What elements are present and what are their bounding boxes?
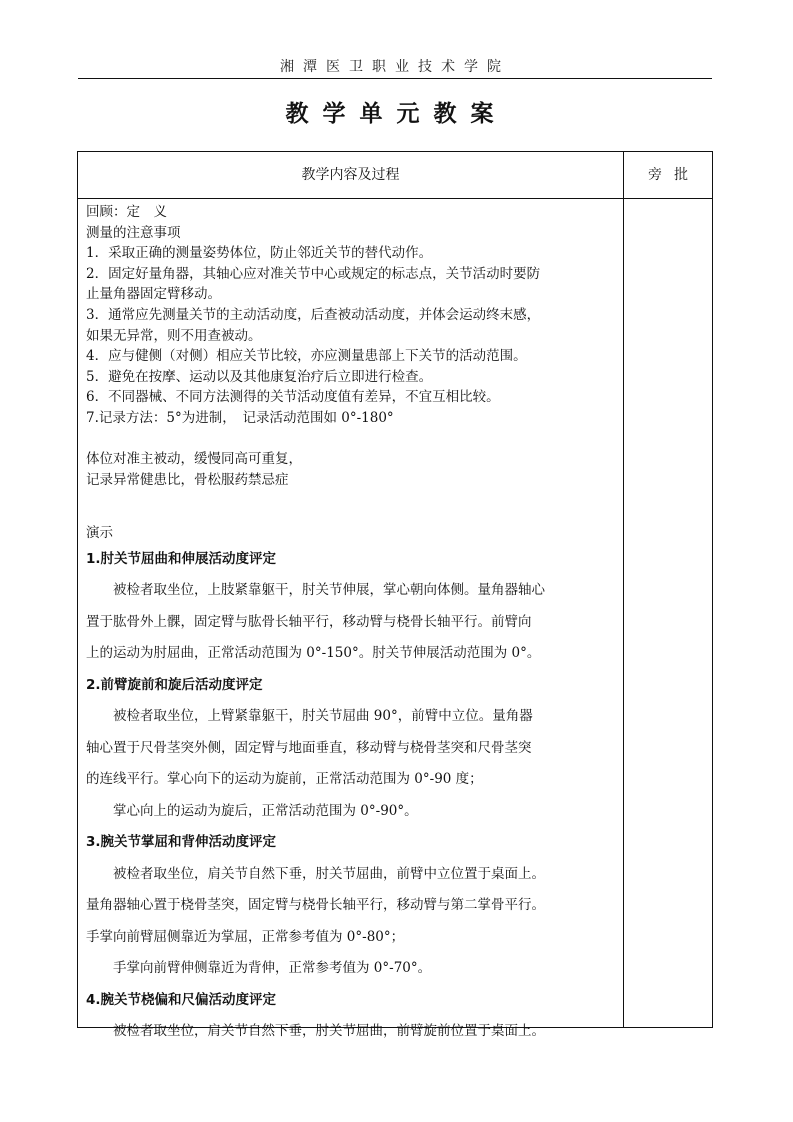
section-paragraph-line: 被检者取坐位，上臂紧靠躯干，肘关节屈曲 90°，前臂中立位。量角器 bbox=[113, 708, 533, 724]
review-line: 回顾：定 义 bbox=[86, 204, 167, 220]
section-paragraph-line: 的连线平行。掌心向下的运动为旋前，正常活动范围为 0°-90 度； bbox=[86, 771, 483, 787]
section-paragraph-line: 轴心置于尺骨茎突外侧，固定臂与地面垂直，移动臂与桡骨茎突和尺骨茎突 bbox=[86, 739, 532, 756]
annotation-column-header: 旁批 bbox=[648, 167, 700, 183]
column-divider bbox=[623, 152, 624, 1027]
section-paragraph-line: 上的运动为肘屈曲，正常活动范围为 0°-150°。肘关节伸展活动范围为 0°。 bbox=[86, 645, 541, 661]
demo-sections bbox=[86, 544, 618, 1048]
section-paragraph-line: 掌心向上的运动为旋后，正常活动范围为 0°-90°。 bbox=[113, 802, 418, 819]
header-rule bbox=[78, 78, 712, 79]
review-item: 2．固定好量角器，其轴心应对准关节中心或规定的标志点，关节活动时要防 bbox=[86, 265, 541, 282]
section-paragraph-line: 置于肱骨外上髁，固定臂与肱骨长轴平行，移动臂与桡骨长轴平行。前臂向 bbox=[86, 613, 532, 630]
review-item: 4．应与健侧（对侧）相应关节比较，亦应测量患部上下关节的活动范围。 bbox=[86, 348, 527, 365]
document-title: 教学单元教案 bbox=[285, 100, 508, 127]
mnemonic-line: 体位对准主被动，缓慢同高可重复， bbox=[86, 451, 302, 468]
section-heading: 1.肘关节屈曲和伸展活动度评定 bbox=[86, 550, 277, 567]
spacer bbox=[86, 490, 618, 511]
review-item: 1．采取正确的测量姿势体位，防止邻近关节的替代动作。 bbox=[86, 245, 433, 262]
section-paragraph-line: 量角器轴心置于桡骨茎突，固定臂与桡骨长轴平行，移动臂与第二掌骨平行。 bbox=[86, 897, 545, 913]
spacer bbox=[86, 429, 618, 450]
content-column-header: 教学内容及过程 bbox=[301, 167, 400, 183]
lesson-table bbox=[77, 151, 713, 1039]
section-heading: 4.腕关节桡偏和尺偏活动度评定 bbox=[86, 991, 277, 1008]
demo-label: 演示 bbox=[86, 524, 113, 541]
section-paragraph-line: 被检者取坐位，上肢紧靠躯干，肘关节伸展，掌心朝向体侧。量角器轴心 bbox=[113, 582, 545, 598]
section-paragraph-line: 手掌向前臂屈侧靠近为掌屈，正常参考值为 0°-80°； bbox=[86, 928, 405, 945]
lesson-content bbox=[86, 202, 618, 1048]
section-paragraph-line: 被检者取坐位，肩关节自然下垂，肘关节屈曲，前臂旋前位置于桌面上。 bbox=[113, 1023, 545, 1039]
review-subtitle: 测量的注意事项 bbox=[86, 224, 181, 241]
section-paragraph-line: 被检者取坐位，肩关节自然下垂，肘关节屈曲，前臂中立位置于桌面上。 bbox=[113, 865, 545, 882]
section-paragraph-line: 手掌向前臂伸侧靠近为背伸，正常参考值为 0°-70°。 bbox=[113, 960, 432, 976]
review-item: 6．不同器械、不同方法测得的关节活动度值有差异，不宜互相比较。 bbox=[86, 389, 500, 406]
section-heading: 2.前臂旋前和旋后活动度评定 bbox=[86, 676, 263, 693]
review-item: 7.记录方法：5°为进制， 记录活动范围如 0°-180° bbox=[86, 409, 394, 426]
mnemonic-line: 记录异常健患比，骨松服药禁忌症 bbox=[86, 471, 289, 488]
section-heading: 3.腕关节掌屈和背伸活动度评定 bbox=[86, 834, 277, 850]
review-item: 止量角器固定臂移动。 bbox=[86, 286, 221, 303]
table-header-row bbox=[78, 152, 712, 199]
page-header: 湘潭医卫职业技术学院 bbox=[280, 59, 510, 75]
review-item: 5．避免在按摩、运动以及其他康复治疗后立即进行检查。 bbox=[86, 368, 433, 385]
review-item: 3．通常应先测量关节的主动活动度，后查被动活动度，并体会运动终末感， bbox=[86, 306, 541, 323]
review-item: 如果无异常，则不用查被动。 bbox=[86, 327, 262, 344]
